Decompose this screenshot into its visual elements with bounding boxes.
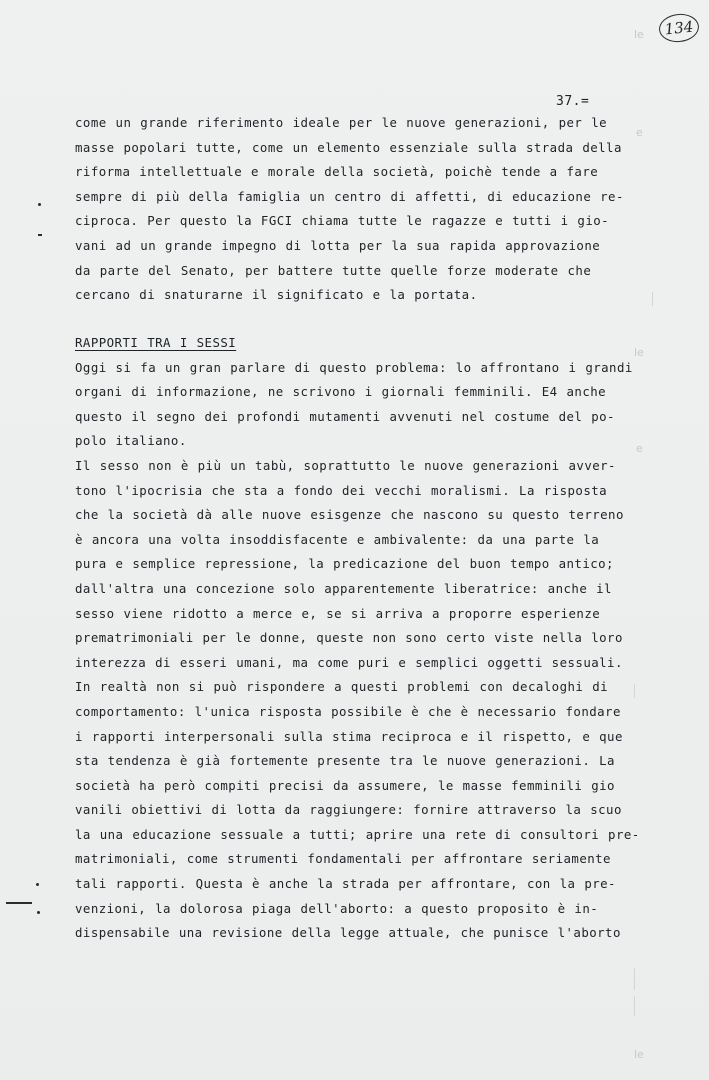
text-line: che la società dà alle nuove esisgenze che nascono su questo terreno <box>75 507 624 523</box>
text-line: ciproca. Per questo la FGCI chiama tutte le ragazze e tutti i gio- <box>75 213 610 229</box>
text-line: In realtà non si può rispondere a questi problemi con decaloghi di <box>75 679 609 695</box>
text-line: prematrimoniali per le donne, queste non sono certo viste nella loro <box>75 630 623 646</box>
text-line: questo il segno dei profondi mutamenti avvenuti nel costume del po- <box>75 408 615 424</box>
text-line: comportamento: l'unica risposta possibile è che è necessario fondare <box>75 703 621 719</box>
text-line: organi di informazione, ne scrivono i giornali femminili. E4 anche <box>75 384 607 400</box>
text-line: vani ad un grande impegno di lotta per la sua rapida approvazione <box>75 237 601 253</box>
text-line: venzioni, la dolorosa piaga dell'aborto: a questo proposito è in- <box>75 900 599 916</box>
text-line: masse popolari tutte, come un elemento essenziale sulla strada della <box>75 139 622 155</box>
text-line: tono l'ipocrisia che sta a fondo dei vecchi moralismi. La risposta <box>75 482 608 498</box>
text-line: sta tendenza è già fortemente presente tra le nuove generazioni. La <box>75 753 615 769</box>
text-line: dall'altra una concezione solo apparentemente liberatrice: anche il <box>75 580 612 596</box>
text-line: pura e semplice repressione, la predicazione del buon tempo antico; <box>75 556 614 572</box>
text-line: vanili obiettivi di lotta da raggiungere: fornire attraverso la scuo <box>75 802 622 818</box>
text-line: Il sesso non è più un tabù, soprattutto le nuove generazioni avver- <box>75 457 616 473</box>
page-number: 37.= <box>556 94 590 109</box>
archive-page-stamp: 134 <box>658 12 701 44</box>
bleed-through-bar <box>634 968 635 990</box>
text-line: è ancora una volta insoddisfacente e ambivalente: da una parte la <box>75 531 600 547</box>
text-line: dispensabile una revisione della legge attuale, che punisce l'aborto <box>75 925 621 941</box>
text-line: interezza di esseri umani, ma come puri e semplici oggetti sessuali. <box>75 654 623 670</box>
text-line: società ha però compiti precisi da assumere, le masse femminili gio <box>75 777 615 793</box>
margin-dot <box>37 911 40 914</box>
text-line: cercano di snaturarne il significato e la portata. <box>75 287 478 303</box>
text-line: da parte del Senato, per battere tutte quelle forze moderate che <box>75 262 592 278</box>
text-line: matrimoniali, come strumenti fondamentali per affrontare seriamente <box>75 851 611 867</box>
text-line: la una educazione sessuale a tutti; aprire una rete di consultori pre- <box>75 826 640 842</box>
margin-dot <box>38 203 41 206</box>
section-rapporti-tra-i-sessi <box>75 331 655 946</box>
text-line: tali rapporti. Questa è anche la strada per affrontare, con la pre- <box>75 876 616 892</box>
text-line: polo italiano. <box>75 433 187 449</box>
bleed-through-mark: le <box>634 346 644 359</box>
text-line: come un grande riferimento ideale per le nuove generazioni, per le <box>75 115 608 130</box>
text-line: riforma intellettuale e morale della società, poichè tende a fare <box>75 164 599 180</box>
margin-rule <box>6 902 32 904</box>
bleed-through-bar <box>634 996 635 1016</box>
bleed-through-mark: e <box>636 126 643 139</box>
paragraph-continuation <box>75 111 655 308</box>
text-line: sesso viene ridotto a merce e, se si arriva a proporre esperienze <box>75 605 601 621</box>
section-title: RAPPORTI TRA I SESSI <box>75 335 237 350</box>
margin-dot <box>36 883 39 886</box>
text-line: i rapporti interpersonali sulla stima reciproca e il rispetto, e que <box>75 728 623 744</box>
bleed-through-mark: le <box>634 28 644 41</box>
bleed-through-mark: e <box>636 442 643 455</box>
text-line: sempre di più della famiglia un centro di affetti, di educazione re- <box>75 188 624 204</box>
text-line: Oggi si fa un gran parlare di questo problema: lo affrontano i grandi <box>75 359 633 375</box>
margin-dash <box>38 234 42 236</box>
bleed-through-mark: le <box>634 1048 644 1061</box>
